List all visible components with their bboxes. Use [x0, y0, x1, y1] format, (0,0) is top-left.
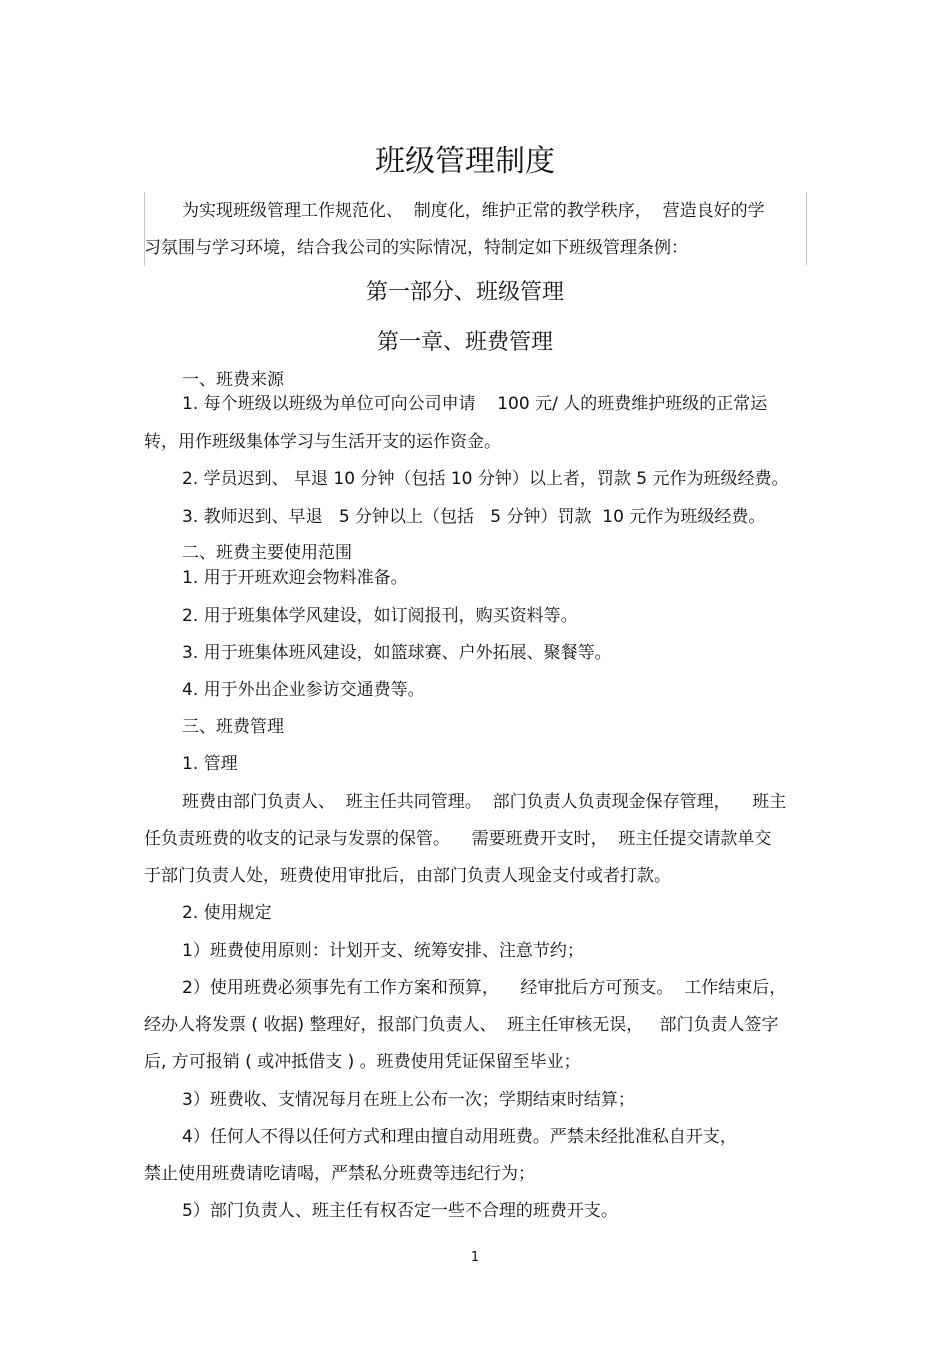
body-line: 任负责班费的收支的记录与发票的保管。 需要班费开支时， 班主任提交请款单交 [144, 829, 772, 849]
body-line: 4. 用于外出企业参访交通费等。 [182, 680, 425, 700]
body-line: 3. 用于班集体班风建设，如篮球赛、户外拓展、聚餐等。 [182, 643, 612, 663]
body-line: 2. 用于班集体学风建设，如订阅报刊，购买资料等。 [182, 606, 578, 626]
body-line: 3）班费收、支情况每月在班上公布一次；学期结束时结算； [182, 1090, 635, 1110]
body-line: 禁止使用班费请吃请喝，严禁私分班费等违纪行为； [144, 1164, 535, 1184]
subsection-heading: 2. 使用规定 [182, 903, 272, 923]
section-heading: 三、班费管理 [182, 717, 284, 737]
body-line: 3. 教师迟到、早退 5 分钟以上（包括 5 分钟）罚款 10 元作为班级经费。 [182, 507, 766, 527]
body-line: 于部门负责人处，班费使用审批后，由部门负责人现金支付或者打款。 [144, 866, 671, 886]
body-line: 1. 每个班级以班级为单位可向公司申请 100 元/ 人的班费维护班级的正常运 [182, 394, 768, 414]
section-heading: 一、班费来源 [182, 370, 284, 390]
right-margin-rule [806, 192, 807, 266]
body-line: 1. 用于开班欢迎会物料准备。 [182, 568, 408, 588]
body-line: 后, 方可报销 ( 或冲抵借支 ) 。班费使用凭证保留至毕业； [144, 1052, 581, 1072]
body-line: 2）使用班费必须事先有工作方案和预算， 经审批后方可预支。 工作结束后， [182, 978, 787, 998]
body-line: 班费由部门负责人、 班主任共同管理。 部门负责人负责现金保存管理， 班主 [182, 792, 787, 812]
chapter-heading: 第一章、班费管理 [376, 330, 553, 355]
document-title: 班级管理制度 [375, 144, 555, 179]
body-line: 4）任何人不得以任何方式和理由擅自动用班费。严禁未经批准私自开支， [182, 1127, 737, 1147]
body-line: 5）部门负责人、班主任有权否定一些不合理的班费开支。 [182, 1201, 618, 1221]
body-line: 转，用作班级集体学习与生活开支的运作资金。 [144, 432, 501, 452]
page-number: 1 [470, 1250, 480, 1265]
body-line: 2. 学员迟到、 早退 10 分钟（包括 10 分钟）以上者，罚款 5 元作为班级经费。 [182, 469, 789, 489]
subsection-heading: 1. 管理 [182, 754, 238, 774]
body-line: 经办人将发票 ( 收据) 整理好，报部门负责人、 班主任审核无误， 部门负责人签字 [144, 1015, 779, 1035]
section-heading: 二、班费主要使用范围 [182, 543, 352, 563]
part-heading: 第一部分、班级管理 [365, 280, 564, 305]
body-line: 1）班费使用原则：计划开支、统筹安排、注意节约； [182, 941, 584, 961]
intro-line-1: 为实现班级管理工作规范化、 制度化，维护正常的教学秩序， 营造良好的学 [182, 201, 765, 221]
intro-line-2: 习氛围与学习环境，结合我公司的实际情况，特制定如下班级管理条例： [144, 238, 688, 258]
